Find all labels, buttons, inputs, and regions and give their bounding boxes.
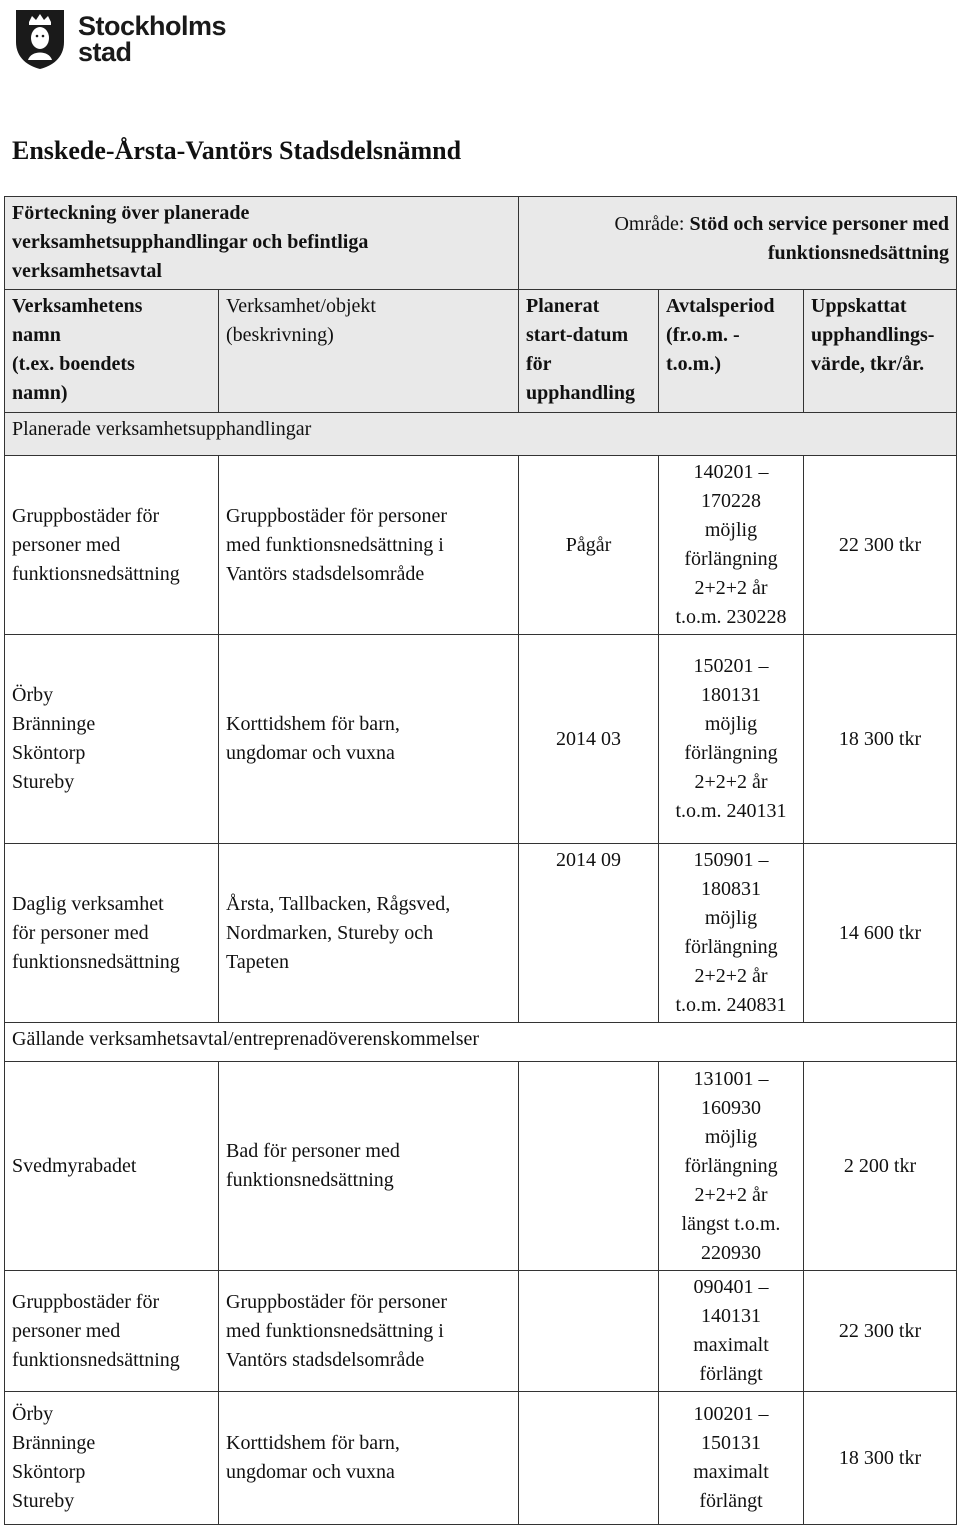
row-name-line: funktionsnedsättning — [12, 1348, 180, 1371]
col-header-name — [5, 290, 219, 413]
col-header-description-line: (beskrivning) — [226, 324, 334, 346]
table-caption-row — [5, 197, 957, 290]
row-value: 2 200 tkr — [804, 1062, 957, 1271]
area-value-line2: funktionsnedsättning — [767, 242, 950, 264]
area-value: Stöd och service personer med — [689, 213, 950, 235]
row-period-line: förlängning — [684, 936, 778, 958]
row-period-line: 2+2+2 år — [694, 577, 768, 599]
row-name — [5, 635, 219, 844]
planned-row — [5, 456, 957, 635]
row-name-line: Gruppbostäder för — [12, 1290, 160, 1313]
col-header-name-line: namn — [12, 324, 61, 346]
row-name — [5, 1062, 219, 1271]
col-header-start-line: för — [526, 353, 552, 375]
row-description-line: Årsta, Tallbacken, Rågsved, — [226, 892, 451, 915]
row-period — [659, 1062, 804, 1271]
col-header-period-line: Avtalsperiod — [666, 295, 775, 317]
row-period-line: längst t.o.m. — [681, 1212, 781, 1235]
row-period-line: 131001 – — [693, 1067, 769, 1090]
row-name-line: Bränninge — [12, 1432, 96, 1454]
row-period-line: 2+2+2 år — [694, 771, 768, 793]
row-value: 18 300 tkr — [804, 635, 957, 844]
row-period-line: förlängt — [699, 1490, 763, 1512]
col-header-name-line: (t.ex. boendets — [12, 353, 135, 375]
row-name-line: Daglig verksamhet — [12, 892, 164, 915]
row-period-line: maximalt — [693, 1334, 769, 1356]
row-period-line: möjlig — [704, 713, 758, 735]
row-period-line: 090401 – — [693, 1276, 769, 1298]
current-row — [5, 1392, 957, 1525]
row-period — [659, 635, 804, 844]
row-start: Pågår — [519, 456, 659, 635]
row-description-line: Vantörs stadsdelsområde — [226, 1348, 425, 1371]
row-period-line: 140201 – — [693, 461, 769, 483]
section-planned-row — [5, 413, 957, 456]
row-period — [659, 456, 804, 635]
row-description — [219, 1271, 519, 1392]
current-row — [5, 1062, 957, 1271]
row-period-line: t.o.m. 230228 — [675, 606, 787, 628]
row-description-line: Vantörs stadsdelsområde — [226, 562, 425, 585]
row-period-line: förlängning — [684, 1154, 778, 1177]
col-header-value-line: upphandlings- — [811, 324, 935, 346]
row-name-line: Sköntorp — [12, 742, 86, 764]
row-description-line: Korttidshem för barn, — [226, 1432, 400, 1454]
row-description — [219, 1392, 519, 1525]
row-description — [219, 635, 519, 844]
row-name-line: Stureby — [12, 1490, 75, 1512]
row-description-line: med funktionsnedsättning i — [226, 533, 444, 556]
row-start — [519, 1271, 659, 1392]
row-value: 14 600 tkr — [804, 844, 957, 1023]
row-value: 22 300 tkr — [804, 1271, 957, 1392]
row-description-line: Tapeten — [226, 950, 290, 973]
col-header-start — [519, 290, 659, 413]
row-period-line: 180831 — [701, 878, 761, 900]
row-period-line: 220930 — [701, 1241, 761, 1264]
row-start — [519, 1062, 659, 1271]
row-name-line: Sköntorp — [12, 1461, 86, 1483]
row-start: 2014 03 — [519, 635, 659, 844]
row-period-line: t.o.m. 240831 — [675, 994, 787, 1016]
planned-row — [5, 844, 957, 1023]
crowned-head-shield-icon — [14, 8, 66, 70]
row-period-line: 140131 — [701, 1305, 761, 1327]
table-caption-line: Förteckning över planerade — [12, 202, 250, 224]
row-name — [5, 456, 219, 635]
row-period — [659, 1392, 804, 1525]
row-value: 18 300 tkr — [804, 1392, 957, 1525]
row-description — [219, 1062, 519, 1271]
row-name-line: funktionsnedsättning — [12, 562, 180, 585]
col-header-start-line: start-datum — [526, 324, 629, 346]
row-period-line: 150901 – — [693, 849, 769, 871]
row-description-line: Gruppbostäder för personer — [226, 504, 448, 527]
row-name-line: funktionsnedsättning — [12, 950, 180, 973]
logo-wordmark-line2: stad — [78, 37, 132, 67]
col-header-start-line: upphandling — [526, 382, 635, 404]
row-description-line: Nordmarken, Stureby och — [226, 921, 434, 944]
section-current-row — [5, 1023, 957, 1062]
table-caption — [5, 197, 519, 290]
row-period-line: 180131 — [701, 684, 761, 706]
table-caption-line: verksamhetsupphandlingar och befintliga — [12, 231, 369, 253]
area-heading — [519, 197, 957, 290]
row-name-line: Bränninge — [12, 713, 96, 735]
row-period-line: förlängning — [684, 548, 778, 570]
row-name-line: Örby — [12, 1403, 54, 1425]
row-name-line: Gruppbostäder för — [12, 504, 160, 527]
col-header-period-line: t.o.m.) — [666, 353, 721, 375]
table-caption-line: verksamhetsavtal — [12, 260, 162, 282]
row-name — [5, 1392, 219, 1525]
section-current-heading: Gällande verksamhetsavtal/entreprenadöverenskommelser — [5, 1023, 957, 1062]
row-description-line: Korttidshem för barn, — [226, 713, 400, 735]
row-start — [519, 1392, 659, 1525]
row-name-line: personer med — [12, 533, 121, 556]
col-header-start-line: Planerat — [526, 295, 600, 317]
row-period-line: möjlig — [704, 519, 758, 541]
row-description-line: Gruppbostäder för personer — [226, 1290, 448, 1313]
col-header-description — [219, 290, 519, 413]
row-period — [659, 844, 804, 1023]
col-header-description-line: Verksamhet/objekt — [226, 295, 376, 317]
logo-wordmark — [78, 13, 226, 65]
row-period-line: förlängning — [684, 742, 778, 764]
logo-wordmark-line1: Stockholms — [78, 11, 227, 41]
row-period-line: möjlig — [704, 1125, 758, 1148]
row-period-line: maximalt — [693, 1461, 769, 1483]
row-period-line: 170228 — [701, 490, 761, 512]
row-name-line: för personer med — [12, 921, 149, 944]
current-row — [5, 1271, 957, 1392]
stockholms-stad-logo — [14, 4, 264, 74]
row-period-line: 160930 — [701, 1096, 761, 1119]
area-label: Område: — [614, 213, 685, 235]
row-period-line: 2+2+2 år — [694, 1183, 768, 1206]
col-header-period — [659, 290, 804, 413]
column-header-row — [5, 290, 957, 413]
col-header-value-line: Uppskattat — [811, 295, 907, 317]
row-start: 2014 09 — [519, 844, 659, 1023]
col-header-period-line: (fr.o.m. - — [666, 324, 740, 346]
col-header-value — [804, 290, 957, 413]
col-header-name-line: Verksamhetens — [12, 295, 143, 317]
row-description-line: ungdomar och vuxna — [226, 742, 395, 764]
row-period-line: 100201 – — [693, 1403, 769, 1425]
row-description-line: Bad för personer med — [226, 1140, 400, 1162]
row-name-line: Svedmyrabadet — [12, 1154, 137, 1177]
section-planned-heading: Planerade verksamhetsupphandlingar — [5, 413, 957, 456]
row-value: 22 300 tkr — [804, 456, 957, 635]
row-name — [5, 844, 219, 1023]
col-header-name-line: namn) — [12, 382, 68, 404]
row-name — [5, 1271, 219, 1392]
row-period-line: 150131 — [701, 1432, 761, 1454]
row-period-line: t.o.m. 240131 — [675, 800, 787, 822]
row-period-line: 2+2+2 år — [694, 965, 768, 987]
row-period-line: möjlig — [704, 907, 758, 929]
row-name-line: Örby — [12, 684, 54, 706]
row-name-line: personer med — [12, 1319, 121, 1342]
row-period — [659, 1271, 804, 1392]
row-period-line: 150201 – — [693, 655, 769, 677]
procurement-table — [4, 196, 957, 1525]
planned-row — [5, 635, 957, 844]
row-description — [219, 844, 519, 1023]
row-description-line: funktionsnedsättning — [226, 1169, 394, 1191]
row-period-line: förlängt — [699, 1363, 763, 1385]
page-title: Enskede-Årsta-Vantörs Stadsdelsnämnd — [12, 136, 462, 165]
row-description — [219, 456, 519, 635]
row-name-line: Stureby — [12, 771, 75, 793]
col-header-value-line: värde, tkr/år. — [811, 353, 925, 375]
row-description-line: med funktionsnedsättning i — [226, 1319, 444, 1342]
row-description-line: ungdomar och vuxna — [226, 1461, 395, 1483]
